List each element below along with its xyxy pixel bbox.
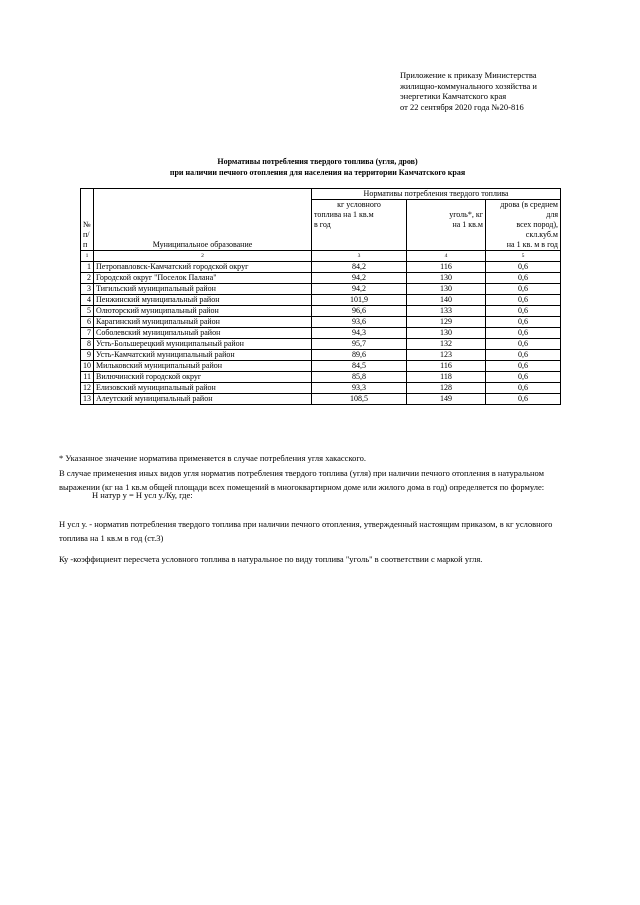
footnote-asterisk: * Указанное значение норматива применяется в случае потребления угля хакасского. (59, 453, 367, 463)
municipality-name: Усть-Камчатский муниципальный район (94, 350, 312, 361)
table-row (81, 295, 561, 306)
municipality-name: Соболевский муниципальный район (94, 328, 312, 339)
coal-value: 123 (407, 350, 486, 361)
coal-value: 130 (407, 328, 486, 339)
conventional-fuel-value: 85,8 (312, 372, 407, 383)
header-conventional-fuel (312, 200, 407, 251)
header-line: всех пород), скл.куб.м (516, 220, 558, 239)
table-row (81, 372, 561, 383)
conventional-fuel-value: 108,5 (312, 394, 407, 405)
conventional-fuel-value: 95,7 (312, 339, 407, 350)
column-index: 1 (81, 251, 94, 262)
header-line: в год (314, 220, 331, 229)
table-row (81, 383, 561, 394)
conventional-fuel-value: 93,6 (312, 317, 407, 328)
document-title (80, 157, 555, 178)
conventional-fuel-value: 101,9 (312, 295, 407, 306)
wood-value: 0,6 (486, 383, 561, 394)
row-number: 6 (81, 317, 94, 328)
column-index-row (81, 251, 561, 262)
appendix-line: от 22 сентября 2020 года №20-816 (400, 101, 524, 112)
wood-value: 0,6 (486, 284, 561, 295)
row-number: 11 (81, 372, 94, 383)
coal-value: 132 (407, 339, 486, 350)
table-row (81, 262, 561, 273)
wood-value: 0,6 (486, 306, 561, 317)
row-number: 9 (81, 350, 94, 361)
row-number: 7 (81, 328, 94, 339)
municipality-name: Мильковский муниципальный район (94, 361, 312, 372)
column-index: 4 (407, 251, 486, 262)
conventional-fuel-value: 94,2 (312, 284, 407, 295)
coal-value: 149 (407, 394, 486, 405)
column-index: 2 (94, 251, 312, 262)
header-line: дрова (в среднем для (500, 200, 558, 219)
municipality-name: Алеутский муниципальный район (94, 394, 312, 405)
column-index: 5 (486, 251, 561, 262)
conventional-fuel-value: 84,2 (312, 262, 407, 273)
table-row (81, 273, 561, 284)
table-row (81, 284, 561, 295)
wood-value: 0,6 (486, 317, 561, 328)
row-number: 4 (81, 295, 94, 306)
wood-value: 0,6 (486, 372, 561, 383)
coal-value: 130 (407, 284, 486, 295)
header-wood (486, 200, 561, 251)
header-line: уголь*, кг (449, 210, 483, 219)
conventional-fuel-value: 94,2 (312, 273, 407, 284)
row-number: 5 (81, 306, 94, 317)
coal-value: 116 (407, 361, 486, 372)
definition-h: Н усл у. - норматив потребления твердого топлива при наличии печного отопления, утвержденный настоящим приказом, в кг условного топлива на 1 кв.м в год (ст.3) (59, 519, 553, 543)
appendix-line: Приложение к приказу Министерства (400, 70, 537, 80)
conventional-fuel-value: 93,3 (312, 383, 407, 394)
header-line: кг условного (337, 200, 381, 209)
coal-value: 116 (407, 262, 486, 273)
coal-value: 133 (407, 306, 486, 317)
row-number: 10 (81, 361, 94, 372)
title-line-2: при наличии печного отопления для населения на территории Камчатского края (169, 167, 466, 177)
note-other-coal: В случае применения иных видов угля норматив потребления твердого топлива (угля) при наличии печного отопления в натуральном выражении (кг на 1 кв.м общей площади всех помещений в многоквартирном доме или жилого дома в год) определяется по формуле: (59, 468, 545, 492)
definition-k: Ку -коэффициент пересчета условного топлива в натуральное по виду топлива "уголь" в соответствии с маркой угля. (59, 554, 483, 564)
header-line: топлива на 1 кв.м (314, 210, 374, 219)
row-number: 12 (81, 383, 94, 394)
row-number: 13 (81, 394, 94, 405)
wood-value: 0,6 (486, 350, 561, 361)
municipality-name: Карагинский муниципальный район (94, 317, 312, 328)
formula: Н натур у = Н усл у./Ку, где: (92, 490, 193, 500)
municipality-name: Городской округ "Поселок Палана" (94, 273, 312, 284)
row-number: 1 (81, 262, 94, 273)
appendix-line: энергетики Камчатского края (400, 91, 507, 101)
conventional-fuel-value: 94,3 (312, 328, 407, 339)
norms-table (80, 188, 561, 405)
municipality-name: Тигильский муниципальный район (94, 284, 312, 295)
wood-value: 0,6 (486, 339, 561, 350)
conventional-fuel-value: 84,5 (312, 361, 407, 372)
wood-value: 0,6 (486, 295, 561, 306)
coal-value: 118 (407, 372, 486, 383)
table-row (81, 317, 561, 328)
header-line: на 1 кв. м в год (506, 240, 558, 249)
title-line-1: Нормативы потребления твердого топлива (угля, дров) (217, 157, 418, 166)
table-row (81, 339, 561, 350)
column-index: 3 (312, 251, 407, 262)
conventional-fuel-value: 96,6 (312, 306, 407, 317)
coal-value: 140 (407, 295, 486, 306)
municipality-name: Пенжинский муниципальный район (94, 295, 312, 306)
wood-value: 0,6 (486, 273, 561, 284)
wood-value: 0,6 (486, 262, 561, 273)
municipality-name: Вилючинский городской округ (94, 372, 312, 383)
table-row (81, 328, 561, 339)
row-number: 2 (81, 273, 94, 284)
appendix-note (400, 70, 537, 112)
header-line: на 1 кв.м (452, 220, 483, 229)
wood-value: 0,6 (486, 328, 561, 339)
header-num: № п/п (81, 189, 94, 251)
table-row (81, 394, 561, 405)
conventional-fuel-value: 89,6 (312, 350, 407, 361)
header-norms-group: Нормативы потребления твердого топлива (312, 189, 561, 200)
header-municipality: Муниципальное образование (94, 189, 312, 251)
row-number: 8 (81, 339, 94, 350)
table-row (81, 306, 561, 317)
municipality-name: Петропавловск-Камчатский городской округ (94, 262, 312, 273)
row-number: 3 (81, 284, 94, 295)
coal-value: 130 (407, 273, 486, 284)
wood-value: 0,6 (486, 394, 561, 405)
wood-value: 0,6 (486, 361, 561, 372)
appendix-line: жилищно-коммунального хозяйства и (400, 80, 537, 91)
table-row (81, 361, 561, 372)
coal-value: 129 (407, 317, 486, 328)
municipality-name: Елизовский муниципальный район (94, 383, 312, 394)
municipality-name: Усть-Большерецкий муниципальный район (94, 339, 312, 350)
table-row (81, 350, 561, 361)
header-coal (407, 200, 486, 251)
municipality-name: Олюторский муниципальный район (94, 306, 312, 317)
coal-value: 128 (407, 383, 486, 394)
